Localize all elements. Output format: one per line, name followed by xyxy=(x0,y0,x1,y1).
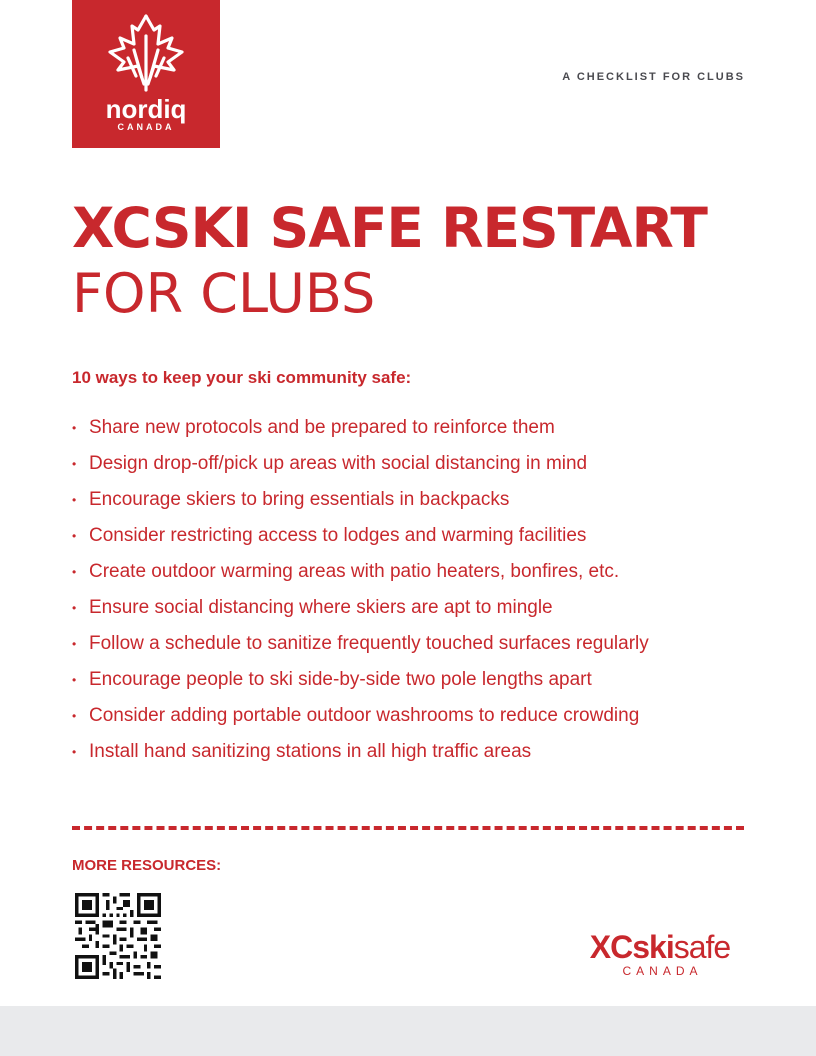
list-item-text: Consider restricting access to lodges and warming facilities xyxy=(89,525,587,546)
bullet-icon: • xyxy=(72,637,77,651)
list-item-text: Ensure social distancing where skiers are apt to mingle xyxy=(89,597,553,618)
xcskisafe-logo xyxy=(576,930,744,978)
list-item xyxy=(72,702,649,738)
list-item-text: Encourage skiers to bring essentials in backpacks xyxy=(89,489,510,510)
qr-code-icon[interactable] xyxy=(75,893,161,979)
bullet-icon: • xyxy=(72,421,77,435)
list-item-text: Share new protocols and be prepared to reinforce them xyxy=(89,417,555,438)
logo-subtext: CANADA xyxy=(117,122,175,132)
list-item-text: Install hand sanitizing stations in all high traffic areas xyxy=(89,741,532,762)
bullet-icon: • xyxy=(72,601,77,615)
checklist-header-label: A CHECKLIST FOR CLUBS xyxy=(562,71,745,83)
list-item xyxy=(72,630,649,666)
bullet-icon: • xyxy=(72,457,77,471)
logo-wordmark: nordiq xyxy=(105,94,187,124)
bullet-icon: • xyxy=(72,529,77,543)
list-item xyxy=(72,414,649,450)
viewer-bottom-strip xyxy=(0,1006,816,1056)
checklist xyxy=(72,414,649,774)
list-item-text: Encourage people to ski side-by-side two pole lengths apart xyxy=(89,669,592,690)
dashed-divider xyxy=(72,826,744,830)
xcskisafe-wordmark-light: safe xyxy=(673,929,731,965)
list-item xyxy=(72,666,649,702)
list-item xyxy=(72,594,649,630)
list-item-text: Design drop-off/pick up areas with social distancing in mind xyxy=(89,453,588,474)
list-item xyxy=(72,738,649,774)
list-item xyxy=(72,558,649,594)
list-item xyxy=(72,522,649,558)
bullet-icon: • xyxy=(72,745,77,759)
page-title: XCSKI SAFE RESTART xyxy=(72,196,707,260)
intro-heading: 10 ways to keep your ski community safe: xyxy=(72,368,412,387)
list-item xyxy=(72,486,649,522)
list-item xyxy=(72,450,649,486)
bullet-icon: • xyxy=(72,673,77,687)
bullet-icon: • xyxy=(72,493,77,507)
list-item-text: Create outdoor warming areas with patio heaters, bonfires, etc. xyxy=(89,561,620,582)
bullet-icon: • xyxy=(72,709,77,723)
bullet-icon: • xyxy=(72,565,77,579)
resources-label: MORE RESOURCES: xyxy=(72,857,222,874)
list-item-text: Follow a schedule to sanitize frequently touched surfaces regularly xyxy=(89,633,649,654)
xcskisafe-wordmark xyxy=(576,930,744,964)
nordiq-canada-logo xyxy=(72,0,220,148)
xcskisafe-wordmark-bold: XCski xyxy=(589,929,674,965)
page-subtitle: FOR CLUBS xyxy=(72,262,376,325)
xcskisafe-subtext: CANADA xyxy=(622,964,703,978)
list-item-text: Consider adding portable outdoor washrooms to reduce crowding xyxy=(89,705,640,726)
maple-leaf-icon xyxy=(104,14,188,98)
